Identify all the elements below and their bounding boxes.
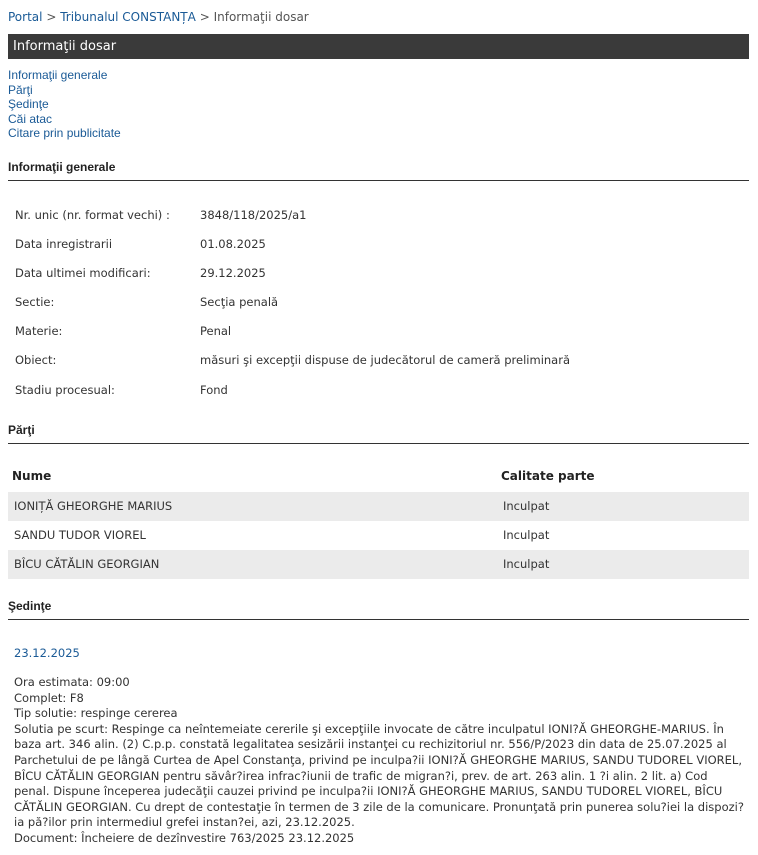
info-value: Fond — [200, 383, 228, 397]
nav-link-citare-publicitate[interactable]: Citare prin publicitate — [8, 126, 121, 140]
party-name: BÎCU CĂTĂLIN GEORGIAN — [14, 557, 160, 571]
table-row — [8, 521, 749, 550]
breadcrumb-separator: > — [199, 10, 210, 24]
hearing-date: 23.12.2025 — [14, 646, 80, 660]
info-label: Stadiu procesual: — [15, 383, 115, 397]
section-heading-informatii-generale: Informaţii generale — [8, 160, 749, 181]
hearing-solution-summary: Solutia pe scurt: Respinge ca neîntemeiate cererile şi excepţiile invocate de către inculpatul IONI?Ă GHEORGHE-MARIUS. În baza art. 346 alin. (2) C.p.p. constată legalitatea sesizării instanţei cu rechizitoriul nr. 556/P/2023 din data de 25.07.2025 al Parchetului de pe lângă Curtea de Apel Constanţa, privind pe inculpa?ii IONI?Ă GHEORGHE MARIUS, SANDU TUDOREL VIOREL, BÎCU CĂTĂLIN GEORGIAN pentru săvâr?irea infrac?iunii de trafic de migran?i, prev. de art. 263 alin. 1 ?i alin. 2 lit. a) Cod penal. Dispune începerea judecăţii cauzei privind pe inculpa?ii IONI?Ă GHEORGHE MARIUS, SANDU TUDOREL VIOREL, BÎCU CĂTĂLIN GEORGIAN. Cu drept de contestaţie în termen de 3 zile de la comunicare. Pronunţată prin punerea solu?iei la dispozi?ia pă?ilor prin intermediul grefei instan?ei, azi, 23.12.2025. — [14, 721, 744, 830]
hearing-document: Document: Încheiere de dezînvestire 763/2025 23.12.2025 — [14, 830, 355, 845]
party-role: Inculpat — [503, 499, 550, 513]
party-role: Inculpat — [503, 528, 550, 542]
info-label: Nr. unic (nr. format vechi) : — [15, 208, 170, 222]
nav-link-cai-atac[interactable]: Căi atac — [8, 111, 53, 126]
breadcrumb — [8, 10, 309, 24]
nav-link-sedinte[interactable]: Şedinţe — [8, 97, 49, 111]
hearing-time: Ora estimata: 09:00 — [14, 675, 130, 689]
table-header-calitate: Calitate parte — [501, 469, 595, 483]
info-value: 01.08.2025 — [200, 237, 266, 251]
breadcrumb-court-link[interactable]: Tribunalul CONSTANȚA — [60, 10, 196, 24]
party-role: Inculpat — [503, 557, 550, 571]
party-name: IONIȚĂ GHEORGHE MARIUS — [14, 499, 173, 513]
table-header-nume: Nume — [12, 469, 52, 483]
nav-link-informatii-generale[interactable]: Informaţii generale — [8, 68, 108, 82]
info-value: Penal — [200, 324, 232, 338]
breadcrumb-portal-link[interactable]: Portal — [8, 10, 43, 24]
section-heading-parti: Părţi — [8, 423, 749, 444]
info-label: Data inregistrarii — [15, 237, 113, 251]
section-nav — [8, 68, 121, 141]
table-row — [8, 550, 749, 579]
info-value: Secţia penală — [200, 295, 279, 309]
info-value: 3848/118/2025/a1 — [200, 208, 307, 222]
hearing-details — [14, 675, 744, 847]
hearing-panel: Complet: F8 — [14, 690, 84, 705]
info-label: Data ultimei modificari: — [15, 266, 151, 280]
info-label: Materie: — [15, 324, 63, 338]
info-value: măsuri şi excepţii dispuse de judecătorul de cameră preliminară — [200, 353, 571, 367]
info-label: Sectie: — [15, 295, 55, 309]
table-row — [8, 492, 749, 521]
section-heading-sedinte: Şedinţe — [8, 599, 749, 620]
info-value: 29.12.2025 — [200, 266, 266, 280]
party-name: SANDU TUDOR VIOREL — [14, 528, 146, 542]
hearing-solution-type: Tip solutie: respinge cererea — [14, 706, 178, 721]
breadcrumb-separator: > — [46, 10, 57, 24]
info-label: Obiect: — [15, 353, 57, 367]
breadcrumb-current: Informaţii dosar — [213, 10, 309, 24]
nav-link-parti[interactable]: Părţi — [8, 82, 33, 97]
page-title-bar: Informaţii dosar — [8, 34, 749, 59]
